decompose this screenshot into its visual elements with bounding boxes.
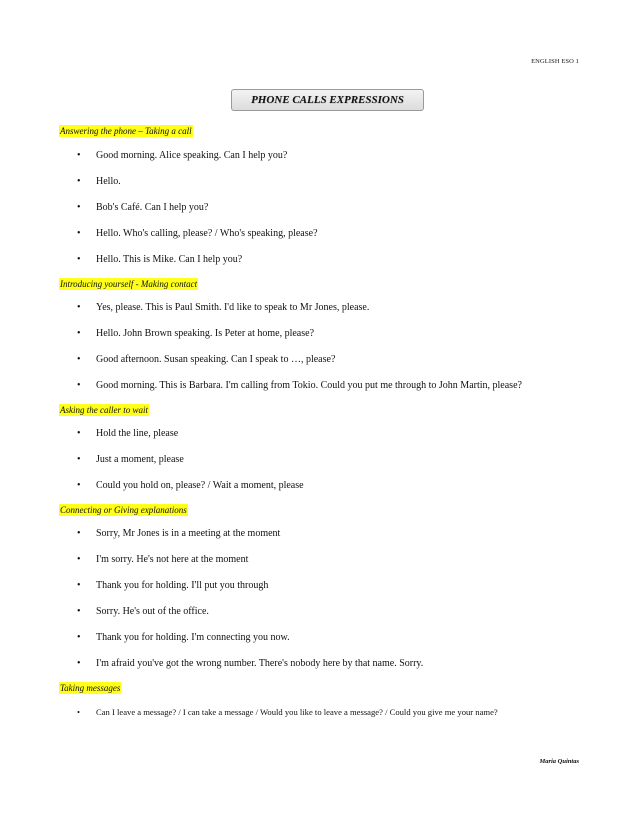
list-item xyxy=(77,353,335,367)
list-item xyxy=(77,201,208,215)
section-heading-connecting: Connecting or Giving explanations xyxy=(60,505,187,515)
list-item-text: Thank you for holding. I'm connecting you now. xyxy=(96,632,290,643)
list-item-text: Hold the line, please xyxy=(96,428,179,439)
section-heading-answering: Answering the phone – Taking a call xyxy=(60,126,192,136)
bullet-icon: • xyxy=(77,528,81,539)
section-heading-introducing: Introducing yourself - Making contact xyxy=(60,279,198,289)
list-item-text: Hello. John Brown speaking. Is Peter at home, please? xyxy=(96,328,315,339)
list-item xyxy=(77,327,314,341)
list-item xyxy=(77,227,318,241)
list-item-text: Thank you for holding. I'll put you through xyxy=(96,580,269,591)
list-item-text: Can I leave a message? / I can take a message / Would you like to leave a message? / Could you give me your name? xyxy=(96,707,498,717)
list-item xyxy=(77,149,287,163)
bullet-icon: • xyxy=(77,454,81,465)
list-item xyxy=(77,427,178,441)
list-item xyxy=(77,553,248,567)
bullet-icon: • xyxy=(77,658,81,669)
page-title-text: PHONE CALLS EXPRESSIONS xyxy=(251,94,404,106)
list-item-text: I'm afraid you've got the wrong number. There's nobody here by that name. Sorry. xyxy=(96,658,424,669)
bullet-icon: • xyxy=(77,380,81,391)
list-item xyxy=(77,453,184,467)
bullet-icon: • xyxy=(77,554,81,565)
list-item-text: Good afternoon. Susan speaking. Can I speak to …, please? xyxy=(96,354,336,365)
list-item-text: Could you hold on, please? / Wait a moment, please xyxy=(96,480,304,491)
list-item xyxy=(77,605,209,619)
bullet-icon: • xyxy=(77,580,81,591)
list-item xyxy=(77,253,242,267)
list-item-text: Yes, please. This is Paul Smith. I'd like to speak to Mr Jones, please. xyxy=(96,302,370,313)
bullet-icon: • xyxy=(77,254,81,265)
list-item-text: Hello. xyxy=(96,176,121,187)
list-item xyxy=(77,175,121,189)
bullet-icon: • xyxy=(77,328,81,339)
list-item-text: I'm sorry. He's not here at the moment xyxy=(96,554,249,565)
list-item-text: Sorry, Mr Jones is in a meeting at the moment xyxy=(96,528,281,539)
author-label: Maria Quintas xyxy=(539,758,579,765)
bullet-icon: • xyxy=(77,354,81,365)
section-heading-waiting: Asking the caller to wait xyxy=(60,405,148,415)
list-item xyxy=(77,705,498,719)
list-item-text: Hello. Who's calling, please? / Who's speaking, please? xyxy=(96,228,318,239)
list-item xyxy=(77,301,369,315)
bullet-icon: • xyxy=(77,632,81,643)
bullet-icon: • xyxy=(77,302,81,313)
list-item xyxy=(77,527,280,541)
bullet-icon: • xyxy=(77,480,81,491)
list-item-text: Sorry. He's out of the office. xyxy=(96,606,209,617)
section-heading-messages: Taking messages xyxy=(60,683,121,693)
page-title xyxy=(231,89,424,111)
bullet-icon: • xyxy=(77,228,81,239)
bullet-icon: • xyxy=(77,606,81,617)
course-label: ENGLISH ESO 1 xyxy=(531,58,579,65)
bullet-icon: • xyxy=(77,428,81,439)
bullet-icon: • xyxy=(77,176,81,187)
list-item-text: Hello. This is Mike. Can I help you? xyxy=(96,254,243,265)
bullet-icon: • xyxy=(77,150,81,161)
list-item xyxy=(77,657,423,671)
list-item xyxy=(77,579,268,593)
list-item xyxy=(77,379,522,393)
list-item xyxy=(77,631,290,645)
list-item-text: Good morning. This is Barbara. I'm calling from Tokio. Could you put me through to John Martin, please? xyxy=(96,380,522,391)
bullet-icon: • xyxy=(77,202,81,213)
bullet-icon: • xyxy=(77,707,81,717)
list-item-text: Just a moment, please xyxy=(96,454,184,465)
list-item-text: Bob's Café. Can I help you? xyxy=(96,202,209,213)
list-item xyxy=(77,479,304,493)
list-item-text: Good morning. Alice speaking. Can I help you? xyxy=(96,150,288,161)
